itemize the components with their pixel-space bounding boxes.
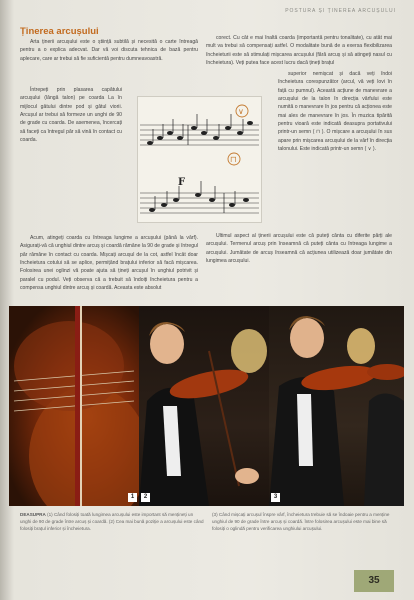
sheet-music-image [138, 97, 261, 222]
paragraph: corect. Cu cât e mai înaltă coarda (importantă pentru tonalitate), cu atât mai mult va trebui să compensați astfel. O modalitate bună de a exersa flexibilizarea încheieturii este să stimulați mișcarea arcușului (fără arcuș și să atingeți nasul cu încheietura). Veți putea face acest lucru dacă țineți brațul [206, 35, 392, 67]
left-column-narrow [20, 86, 122, 144]
page-number: 35 [354, 570, 394, 592]
violin-closeup-image [9, 306, 139, 506]
panel-number: 2 [141, 493, 150, 502]
violin-photo-strip [9, 306, 404, 506]
panel-number: 3 [271, 493, 280, 502]
svg-text:F: F [178, 177, 186, 188]
photo-panel-violin-closeup [9, 306, 139, 506]
caption-label: DEASUPRA [20, 512, 46, 517]
section-title: Ținerea arcușului [20, 26, 99, 37]
paragraph: Întrepeți prin plasarea capătului arcușului (lângă talon) pe coarda La în mijlocul gâtului dintre pod și gâtul viorii. Arcușul ar trebui să formeze un unghi de 90 de grade cu coarda. De asemenea, încercați să faceți ca întregul păr să vină în contact cu coarda. [20, 87, 122, 144]
right-column-bottom [206, 232, 392, 265]
sheet-music-illustration [137, 96, 262, 223]
photo-caption-right: (3) Când mișcați arcușul înspre vârf, încheietura trebuie să se îndoaie pentru a menține unghiul de 90 de grade între arcuș și coardă. Între folosirea arcușului este mai bine să folosiți o oglindă pentru verificarea unghiului arcușului. [212, 512, 390, 532]
caption-text: (1) Când folosiți toată lungimea arcușului este important să mențineți un unghi de 90 de grade între arcuș și coardă. (2) Cea mai bună poziție a arcușului este când folosiți brațul inferior și încheietura. [20, 512, 204, 532]
left-column-body [20, 234, 198, 292]
panel-number: 1 [128, 493, 137, 502]
photo-panel-violinist-1 [139, 306, 269, 506]
paragraph: Ultimul aspect al ținerii arcușului este că puteți cânta cu diferite părți ale arcușului. Termenul arcuș prin înseamnă că puteți cânta cu întreaga lungime a arcușului. Jumătate de arcuș înseamnă că acțiunea utilizează doar jumătate din lungimea arcușului. [206, 233, 392, 265]
paragraph: superior nemișcat și dacă veți îndoi încheietura corespunzător (arcul, vă veți lovi în față cu pumnul). Această acțiune de manevrare a arcușului de la talon în direcția vârfului este numită o manevrare în jos pentru că acționea este mai ales de manevrare în jos. În muzica tipărită pentru vioară este indicată deasupra portativului printr-un semn ( ⊓ ). O mișcare a arcușului în sus apare prin mișcarea arcușului de la vârf în direcția talonului. Este indicată printr-un semn ( ∨ ). [278, 71, 392, 153]
violinist-image [139, 306, 269, 506]
paragraph: Arta ținerii arcușului este o știință subtilă și necesită o carte întreagă pentru a o explica adecvat. Dar vă voi discuta tehnica de bază pentru aplecare, care ar trebui să fie suficientă pentru dumneavoastră. [20, 39, 198, 62]
photo-caption-left [20, 511, 205, 533]
paragraph: Acum, atingeți coarda cu întreaga lungime a arcușului (până la vârf). Asigurați-vă că unghiul dintre arcuș și coardă rămâne la 90 de grade și întregul păr rămâne în contact cu coarda. Mișcați arcușul de la cot, astfel încât doar încheietura cotului să se aplice, permițând brațului inferior să facă mișcarea. Folosirea unei oglinzi vă poate ajuta să țineți arcușul în unghiul potrivit și paralel cu podul. Veți observa că a trebuit să îndoiți încheietura pentru a compensa unghiul dintre arcuș și coardă. Aceasta este absolut [20, 235, 198, 292]
right-column-narrow [278, 70, 392, 153]
svg-text:⊓: ⊓ [230, 155, 237, 164]
left-column-intro [20, 38, 198, 63]
right-column-top [206, 34, 392, 67]
svg-text:∨: ∨ [238, 107, 244, 116]
running-header: POSTURA ȘI ȚINEREA ARCUȘULUI [285, 8, 396, 14]
violinist-image [269, 306, 404, 506]
photo-panel-violinist-2 [269, 306, 404, 506]
